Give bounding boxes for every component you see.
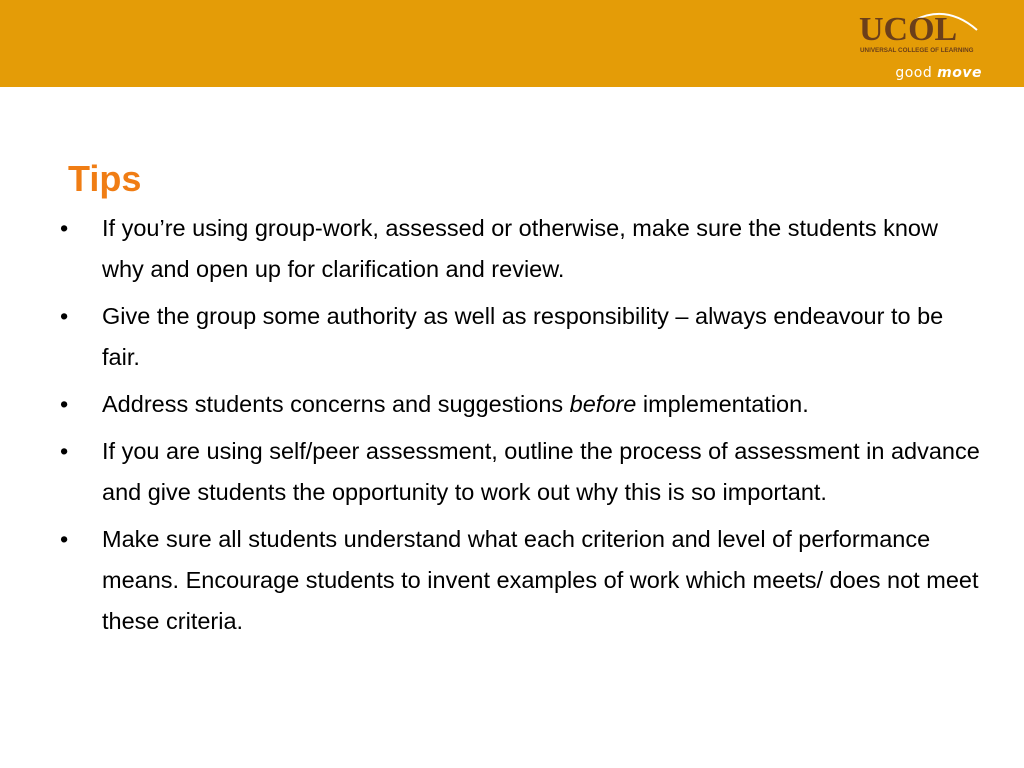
bullet-icon: • (60, 526, 69, 552)
bullet-icon: • (60, 391, 69, 417)
bullet-text: If you are using self/peer assessment, outline the process of assessment in advance and give students the opportunity to work out why this is so important. (102, 438, 980, 505)
bullet-text: If you’re using group-work, assessed or otherwise, make sure the students know why and open up for clarification and review. (102, 215, 938, 282)
ucol-logo-graphic (857, 8, 982, 56)
bullet-icon: • (60, 303, 69, 329)
bullet-icon: • (60, 438, 69, 464)
tagline-bold: move (937, 65, 982, 81)
header-band (0, 0, 1024, 87)
bullet-item-5 (56, 519, 986, 642)
slide-title: Tips (68, 158, 142, 199)
bullet-text-before: Address students concerns and suggestions (102, 391, 570, 417)
bullet-text: Give the group some authority as well as responsibility – always endeavour to be fair. (102, 303, 944, 370)
bullet-text-after: implementation. (636, 391, 809, 417)
bullet-item-2 (56, 296, 986, 378)
ucol-logo (857, 8, 982, 56)
bullet-emphasis: before (569, 391, 637, 417)
logo-text: UCOL (859, 11, 958, 48)
bullet-item-1 (56, 208, 986, 290)
logo-subtitle: UNIVERSAL COLLEGE OF LEARNING (860, 47, 974, 54)
bullet-icon: • (60, 215, 69, 241)
bullet-text: Make sure all students understand what each criterion and level of performance means. Encourage students to invent examples of work which meets/ does not meet these criteria. (102, 526, 979, 634)
tagline-regular: good (895, 65, 933, 81)
bullet-item-4 (56, 431, 986, 513)
bullet-list (56, 208, 986, 648)
bullet-text (102, 391, 809, 417)
bullet-item-3 (56, 384, 986, 425)
tagline (895, 65, 982, 81)
